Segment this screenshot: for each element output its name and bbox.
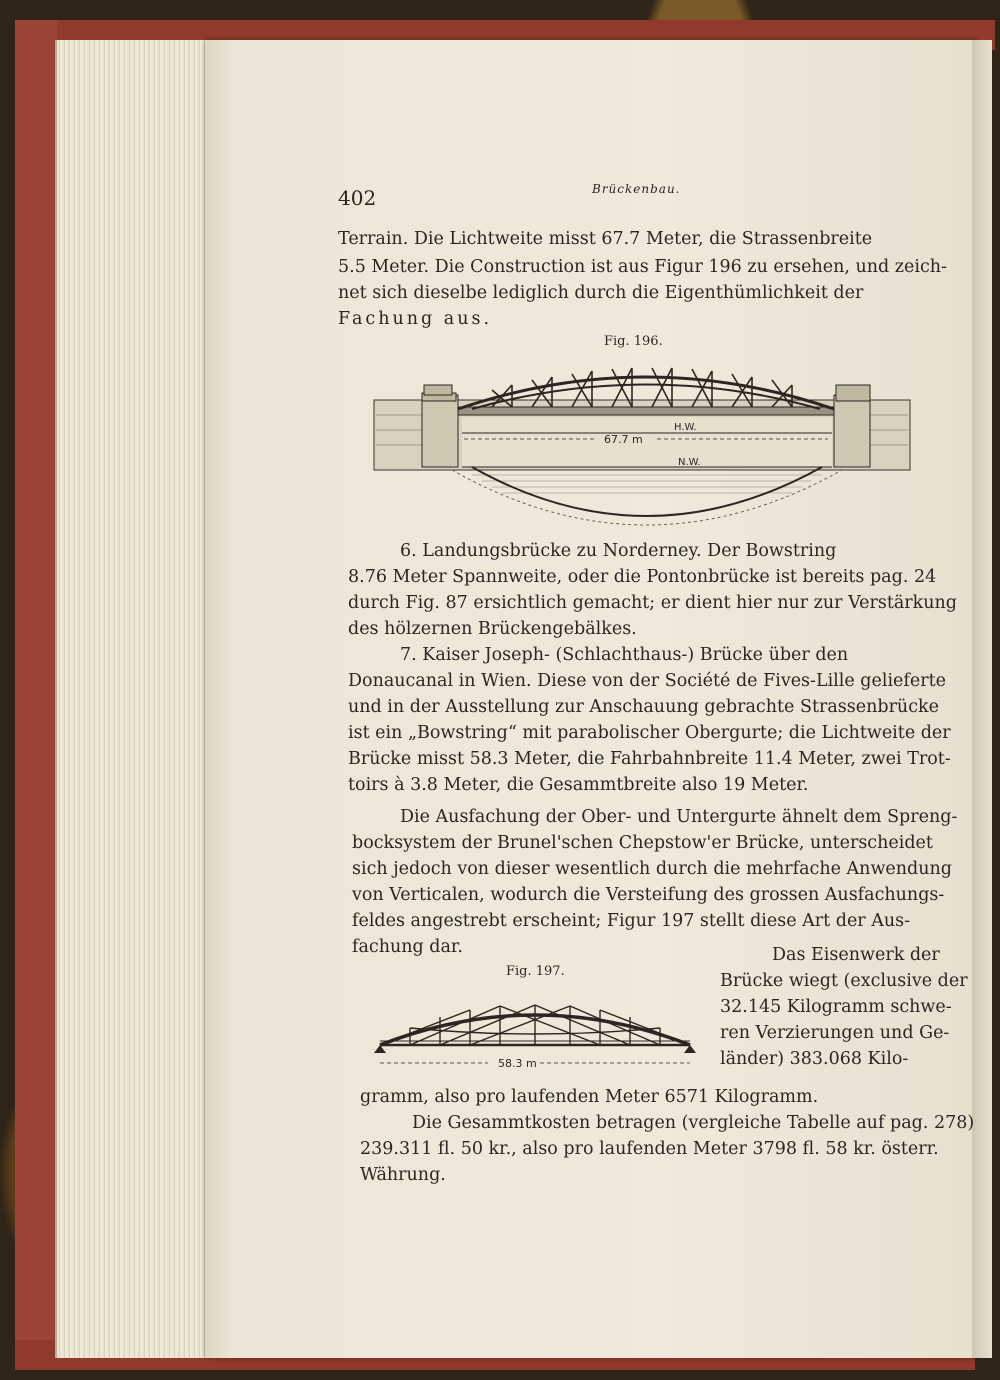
figure-196-caption: Fig. 196. bbox=[604, 334, 663, 349]
text-line: 6. Landungsbrücke zu Norderney. Der Bowstring bbox=[400, 541, 837, 561]
figure-197-caption: Fig. 197. bbox=[506, 964, 565, 979]
text-line: Terrain. Die Lichtweite misst 67.7 Meter, die Strassenbreite bbox=[338, 229, 873, 249]
text-line: fachung dar. bbox=[352, 937, 463, 957]
text-line: Fachung aus. bbox=[338, 309, 493, 329]
text-line: sich jedoch von dieser wesentlich durch die mehrfache Anwendung bbox=[352, 859, 952, 879]
text-line: 239.311 fl. 50 kr., also pro laufenden Meter 3798 fl. 58 kr. österr. bbox=[360, 1139, 939, 1159]
page-number: 402 bbox=[338, 186, 377, 210]
text-line: von Verticalen, wodurch die Versteifung des grossen Ausfachungs- bbox=[352, 885, 945, 905]
text-line: gramm, also pro laufenden Meter 6571 Kilogramm. bbox=[360, 1087, 819, 1107]
text-line: feldes angestrebt erscheint; Figur 197 stellt diese Art der Aus- bbox=[352, 911, 911, 931]
figure-197-bridge-drawing bbox=[370, 995, 700, 1075]
figure-197-span-label: 58.3 m bbox=[498, 1057, 537, 1070]
text-line: Donaucanal in Wien. Diese von der Société de Fives-Lille gelieferte bbox=[348, 671, 946, 691]
text-line: 8.76 Meter Spannweite, oder die Pontonbrücke ist bereits pag. 24 bbox=[348, 567, 937, 587]
text-line: Brücke wiegt (exclusive der bbox=[720, 971, 968, 991]
running-title: Brückenbau. bbox=[592, 182, 681, 196]
text-line: durch Fig. 87 ersichtlich gemacht; er dient hier nur zur Verstärkung bbox=[348, 593, 958, 613]
text-line: ren Verzierungen und Ge- bbox=[720, 1023, 950, 1043]
text-line: Die Ausfachung der Ober- und Untergurte ähnelt dem Spreng- bbox=[400, 807, 958, 827]
text-line: des hölzernen Brückengebälkes. bbox=[348, 619, 637, 639]
text-line: bocksystem der Brunel'schen Chepstow'er Brücke, unterscheidet bbox=[352, 833, 933, 853]
text-line: 5.5 Meter. Die Construction ist aus Figur 196 zu ersehen, und zeich- bbox=[338, 257, 947, 277]
text-line: Währung. bbox=[360, 1165, 446, 1185]
figure-196-hw-label: H.W. bbox=[674, 422, 697, 433]
text-line: Die Gesammtkosten betragen (vergleiche Tabelle auf pag. 278) bbox=[412, 1113, 975, 1133]
text-line: Das Eisenwerk der bbox=[772, 945, 940, 965]
text-line: 32.145 Kilogramm schwe- bbox=[720, 997, 952, 1017]
text-line: länder) 383.068 Kilo- bbox=[720, 1049, 909, 1069]
text-line: net sich dieselbe lediglich durch die Eigenthümlichkeit der bbox=[338, 283, 864, 303]
text-line: toirs à 3.8 Meter, die Gesammtbreite also 19 Meter. bbox=[348, 775, 809, 795]
page-gutter bbox=[972, 40, 992, 1358]
text-line: ist ein „Bowstring“ mit parabolischer Obergurte; die Lichtweite der bbox=[348, 723, 951, 743]
figure-196-nw-label: N.W. bbox=[678, 457, 701, 468]
text-line: Brücke misst 58.3 Meter, die Fahrbahnbreite 11.4 Meter, zwei Trot- bbox=[348, 749, 951, 769]
text-line: 7. Kaiser Joseph- (Schlachthaus-) Brücke über den bbox=[400, 645, 849, 665]
book-binding-side bbox=[15, 20, 57, 1350]
figure-196-bridge-drawing bbox=[372, 355, 912, 535]
figure-196-span-label: 67.7 m bbox=[604, 433, 643, 446]
text-line: und in der Ausstellung zur Anschauung gebrachte Strassenbrücke bbox=[348, 697, 939, 717]
page-edges bbox=[55, 40, 217, 1358]
